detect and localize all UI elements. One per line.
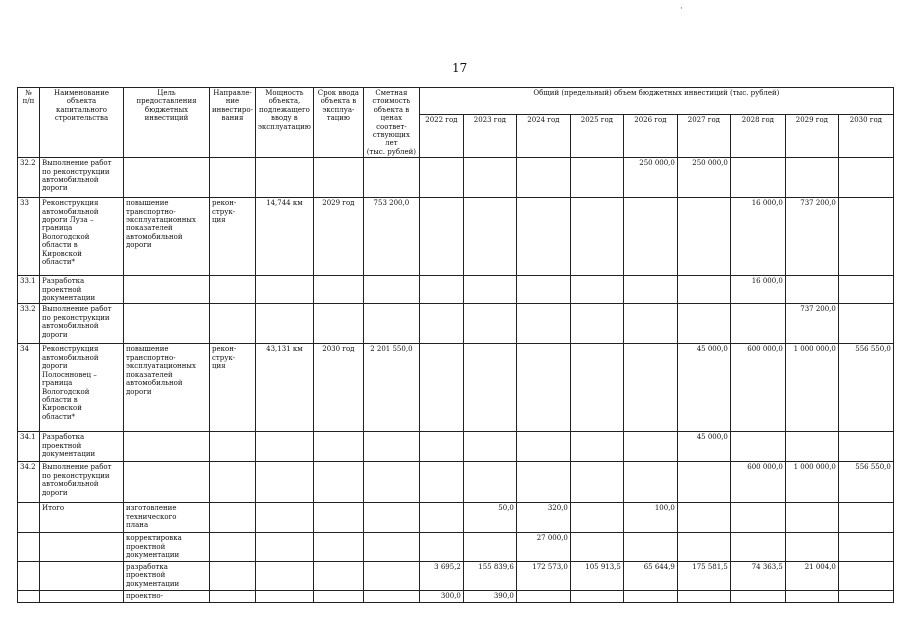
amount-2026-cell: 250 000,0 xyxy=(623,158,677,198)
amount-2029-cell xyxy=(785,158,838,198)
amount-2024-cell: 172 573,0 xyxy=(516,561,570,590)
header-direction: Направле- ние инвестиро- вания xyxy=(210,88,256,158)
object-name-cell: Реконструкция автомобильной дороги Полоснновец – граница Вологодской области в Кировской области* xyxy=(40,344,124,432)
investment-goal-cell xyxy=(124,276,210,304)
amount-2027-cell: 175 581,5 xyxy=(677,561,730,590)
estimated-cost-cell xyxy=(363,158,419,198)
estimated-cost-cell xyxy=(363,590,419,602)
object-capacity-cell: 43,131 км xyxy=(255,344,313,432)
amount-2027-cell xyxy=(677,503,730,533)
row-number-cell: 34.1 xyxy=(18,432,40,462)
amount-2026-cell xyxy=(623,198,677,276)
investment-goal-cell: проектно- xyxy=(124,590,210,602)
amount-2028-cell xyxy=(730,590,785,602)
object-capacity-cell xyxy=(255,533,313,561)
commission-term-cell xyxy=(313,590,363,602)
amount-2024-cell: 320,0 xyxy=(516,503,570,533)
table-row xyxy=(18,462,894,503)
investment-goal-cell xyxy=(124,432,210,462)
amount-2023-cell: 50,0 xyxy=(463,503,516,533)
object-name-cell: Разработка проектной документации xyxy=(40,276,124,304)
amount-2029-cell: 1 000 000,0 xyxy=(785,462,838,503)
estimated-cost-cell xyxy=(363,432,419,462)
row-number-cell: 34.2 xyxy=(18,462,40,503)
object-name-cell: Реконструкция автомобильной дороги Луза – граница Вологодской области в Кировской области* xyxy=(40,198,124,276)
amount-2025-cell xyxy=(570,503,623,533)
table-row xyxy=(18,590,894,602)
amount-2023-cell: 390,0 xyxy=(463,590,516,602)
amount-2024-cell xyxy=(516,304,570,344)
header-year: 2026 год xyxy=(623,114,677,157)
amount-2025-cell xyxy=(570,198,623,276)
amount-2025-cell xyxy=(570,432,623,462)
amount-2027-cell: 45 000,0 xyxy=(677,344,730,432)
object-name-cell: Выполнение работ по реконструкции автомобильной дороги xyxy=(40,462,124,503)
commission-term-cell xyxy=(313,503,363,533)
object-name-cell xyxy=(40,561,124,590)
row-number-cell xyxy=(18,590,40,602)
object-name-cell: Итого xyxy=(40,503,124,533)
estimated-cost-cell xyxy=(363,533,419,561)
amount-2030-cell xyxy=(838,503,893,533)
object-capacity-cell xyxy=(255,432,313,462)
amount-2022-cell xyxy=(419,462,463,503)
row-number-cell: 32.2 xyxy=(18,158,40,198)
amount-2028-cell: 16 000,0 xyxy=(730,198,785,276)
investment-goal-cell xyxy=(124,158,210,198)
amount-2028-cell xyxy=(730,304,785,344)
table-row xyxy=(18,304,894,344)
header-total: Общий (предельный) объем бюджетных инвестиций (тыс. рублей) xyxy=(419,88,893,115)
header-year: 2029 год xyxy=(785,114,838,157)
commission-term-cell xyxy=(313,432,363,462)
object-capacity-cell xyxy=(255,158,313,198)
amount-2027-cell xyxy=(677,533,730,561)
estimated-cost-cell xyxy=(363,561,419,590)
investment-goal-cell: повышение транспортно- эксплуатационных показателей автомобильной дороги xyxy=(124,344,210,432)
investment-goal-cell: изготовление технического плана xyxy=(124,503,210,533)
scan-speck: · xyxy=(680,4,683,14)
investment-direction-cell xyxy=(210,561,256,590)
amount-2029-cell xyxy=(785,432,838,462)
amount-2025-cell xyxy=(570,533,623,561)
header-year: 2025 год xyxy=(570,114,623,157)
amount-2024-cell xyxy=(516,462,570,503)
investment-goal-cell xyxy=(124,304,210,344)
investment-direction-cell xyxy=(210,158,256,198)
commission-term-cell xyxy=(313,462,363,503)
amount-2022-cell xyxy=(419,503,463,533)
amount-2023-cell xyxy=(463,432,516,462)
amount-2024-cell: 27 000,0 xyxy=(516,533,570,561)
header-year: 2022 год xyxy=(419,114,463,157)
amount-2025-cell xyxy=(570,462,623,503)
amount-2025-cell xyxy=(570,304,623,344)
amount-2024-cell xyxy=(516,198,570,276)
amount-2026-cell xyxy=(623,344,677,432)
investment-goal-cell xyxy=(124,462,210,503)
commission-term-cell xyxy=(313,276,363,304)
amount-2024-cell xyxy=(516,590,570,602)
commission-term-cell xyxy=(313,158,363,198)
table-row xyxy=(18,344,894,432)
header-name: Наименование объекта капитального строительства xyxy=(40,88,124,158)
amount-2029-cell xyxy=(785,276,838,304)
amount-2024-cell xyxy=(516,344,570,432)
amount-2023-cell xyxy=(463,344,516,432)
amount-2030-cell xyxy=(838,561,893,590)
amount-2023-cell xyxy=(463,304,516,344)
amount-2022-cell xyxy=(419,432,463,462)
investment-goal-cell: разработка проектной документации xyxy=(124,561,210,590)
amount-2024-cell xyxy=(516,432,570,462)
amount-2025-cell: 105 913,5 xyxy=(570,561,623,590)
investment-goal-cell: повышение транспортно- эксплуатационных показателей автомобильной дороги xyxy=(124,198,210,276)
amount-2027-cell: 250 000,0 xyxy=(677,158,730,198)
amount-2025-cell xyxy=(570,344,623,432)
investment-goal-cell: корректировка проектной документации xyxy=(124,533,210,561)
header-row xyxy=(18,88,894,115)
amount-2029-cell: 21 004,0 xyxy=(785,561,838,590)
table-row xyxy=(18,503,894,533)
header-year: 2028 год xyxy=(730,114,785,157)
estimated-cost-cell xyxy=(363,503,419,533)
amount-2022-cell xyxy=(419,158,463,198)
header-capacity: Мощность объекта, подлежащего вводу в эксплуатацию xyxy=(255,88,313,158)
estimated-cost-cell xyxy=(363,304,419,344)
table-row xyxy=(18,276,894,304)
amount-2023-cell xyxy=(463,276,516,304)
investment-direction-cell xyxy=(210,533,256,561)
amount-2027-cell xyxy=(677,276,730,304)
amount-2028-cell: 16 000,0 xyxy=(730,276,785,304)
estimated-cost-cell: 753 200,0 xyxy=(363,198,419,276)
header-cost: Сметная стоимость объекта в ценах соответ- ствующих лет (тыс. рублей) xyxy=(363,88,419,158)
amount-2022-cell xyxy=(419,344,463,432)
investment-direction-cell xyxy=(210,503,256,533)
commission-term-cell xyxy=(313,304,363,344)
row-number-cell xyxy=(18,561,40,590)
table-row xyxy=(18,158,894,198)
amount-2027-cell xyxy=(677,304,730,344)
object-capacity-cell xyxy=(255,462,313,503)
amount-2028-cell: 600 000,0 xyxy=(730,462,785,503)
commission-term-cell xyxy=(313,533,363,561)
object-capacity-cell: 14,744 км xyxy=(255,198,313,276)
amount-2029-cell xyxy=(785,590,838,602)
row-number-cell: 33.1 xyxy=(18,276,40,304)
amount-2026-cell xyxy=(623,432,677,462)
amount-2030-cell xyxy=(838,158,893,198)
object-capacity-cell xyxy=(255,561,313,590)
amount-2030-cell xyxy=(838,533,893,561)
row-number-cell: 33 xyxy=(18,198,40,276)
table-row xyxy=(18,432,894,462)
amount-2030-cell xyxy=(838,304,893,344)
header-year: 2030 год xyxy=(838,114,893,157)
amount-2030-cell: 556 550,0 xyxy=(838,344,893,432)
header-year: 2027 год xyxy=(677,114,730,157)
table-row xyxy=(18,198,894,276)
estimated-cost-cell xyxy=(363,462,419,503)
amount-2022-cell xyxy=(419,533,463,561)
investment-direction-cell xyxy=(210,276,256,304)
amount-2026-cell: 65 644,9 xyxy=(623,561,677,590)
amount-2027-cell xyxy=(677,590,730,602)
investment-direction-cell xyxy=(210,432,256,462)
amount-2030-cell xyxy=(838,432,893,462)
amount-2028-cell: 74 363,5 xyxy=(730,561,785,590)
estimated-cost-cell xyxy=(363,276,419,304)
amount-2030-cell xyxy=(838,590,893,602)
investment-direction-cell xyxy=(210,590,256,602)
amount-2022-cell: 300,0 xyxy=(419,590,463,602)
amount-2026-cell xyxy=(623,590,677,602)
amount-2022-cell xyxy=(419,198,463,276)
amount-2023-cell xyxy=(463,533,516,561)
investment-direction-cell: рекон- струк- ция xyxy=(210,344,256,432)
amount-2023-cell: 155 839,6 xyxy=(463,561,516,590)
header-term: Срок ввода объекта в эксплуа- тацию xyxy=(313,88,363,158)
amount-2026-cell xyxy=(623,462,677,503)
amount-2025-cell xyxy=(570,158,623,198)
amount-2029-cell: 737 200,0 xyxy=(785,304,838,344)
object-name-cell: Выполнение работ по реконструкции автомобильной дороги xyxy=(40,304,124,344)
object-capacity-cell xyxy=(255,304,313,344)
amount-2030-cell xyxy=(838,198,893,276)
amount-2026-cell xyxy=(623,304,677,344)
amount-2025-cell xyxy=(570,276,623,304)
estimated-cost-cell: 2 201 550,0 xyxy=(363,344,419,432)
amount-2023-cell xyxy=(463,462,516,503)
investment-direction-cell xyxy=(210,462,256,503)
object-capacity-cell xyxy=(255,590,313,602)
object-name-cell xyxy=(40,533,124,561)
header-year: 2023 год xyxy=(463,114,516,157)
amount-2024-cell xyxy=(516,158,570,198)
row-number-cell xyxy=(18,503,40,533)
row-number-cell: 34 xyxy=(18,344,40,432)
amount-2023-cell xyxy=(463,198,516,276)
amount-2030-cell: 556 550,0 xyxy=(838,462,893,503)
commission-term-cell: 2029 год xyxy=(313,198,363,276)
amount-2030-cell xyxy=(838,276,893,304)
amount-2026-cell: 100,0 xyxy=(623,503,677,533)
row-number-cell xyxy=(18,533,40,561)
amount-2022-cell xyxy=(419,304,463,344)
amount-2028-cell xyxy=(730,158,785,198)
amount-2025-cell xyxy=(570,590,623,602)
amount-2027-cell xyxy=(677,198,730,276)
investment-direction-cell: рекон- струк- ция xyxy=(210,198,256,276)
amount-2027-cell: 45 000,0 xyxy=(677,432,730,462)
amount-2023-cell xyxy=(463,158,516,198)
table-row xyxy=(18,561,894,590)
amount-2022-cell xyxy=(419,276,463,304)
amount-2029-cell xyxy=(785,533,838,561)
amount-2028-cell xyxy=(730,503,785,533)
header-no: № п/п xyxy=(18,88,40,158)
object-name-cell xyxy=(40,590,124,602)
amount-2028-cell xyxy=(730,533,785,561)
amount-2029-cell: 1 000 000,0 xyxy=(785,344,838,432)
page-number: 17 xyxy=(452,61,468,75)
amount-2027-cell xyxy=(677,462,730,503)
object-capacity-cell xyxy=(255,276,313,304)
investment-table xyxy=(17,87,894,603)
object-name-cell: Выполнение работ по реконструкции автомобильной дороги xyxy=(40,158,124,198)
object-capacity-cell xyxy=(255,503,313,533)
header-goal: Цель предоставления бюджетных инвестиций xyxy=(124,88,210,158)
object-name-cell: Разработка проектной документации xyxy=(40,432,124,462)
table-row xyxy=(18,533,894,561)
amount-2029-cell: 737 200,0 xyxy=(785,198,838,276)
row-number-cell: 33.2 xyxy=(18,304,40,344)
amount-2024-cell xyxy=(516,276,570,304)
investment-direction-cell xyxy=(210,304,256,344)
amount-2026-cell xyxy=(623,533,677,561)
amount-2028-cell: 600 000,0 xyxy=(730,344,785,432)
amount-2028-cell xyxy=(730,432,785,462)
commission-term-cell xyxy=(313,561,363,590)
amount-2022-cell: 3 695,2 xyxy=(419,561,463,590)
amount-2026-cell xyxy=(623,276,677,304)
amount-2029-cell xyxy=(785,503,838,533)
commission-term-cell: 2030 год xyxy=(313,344,363,432)
header-year: 2024 год xyxy=(516,114,570,157)
